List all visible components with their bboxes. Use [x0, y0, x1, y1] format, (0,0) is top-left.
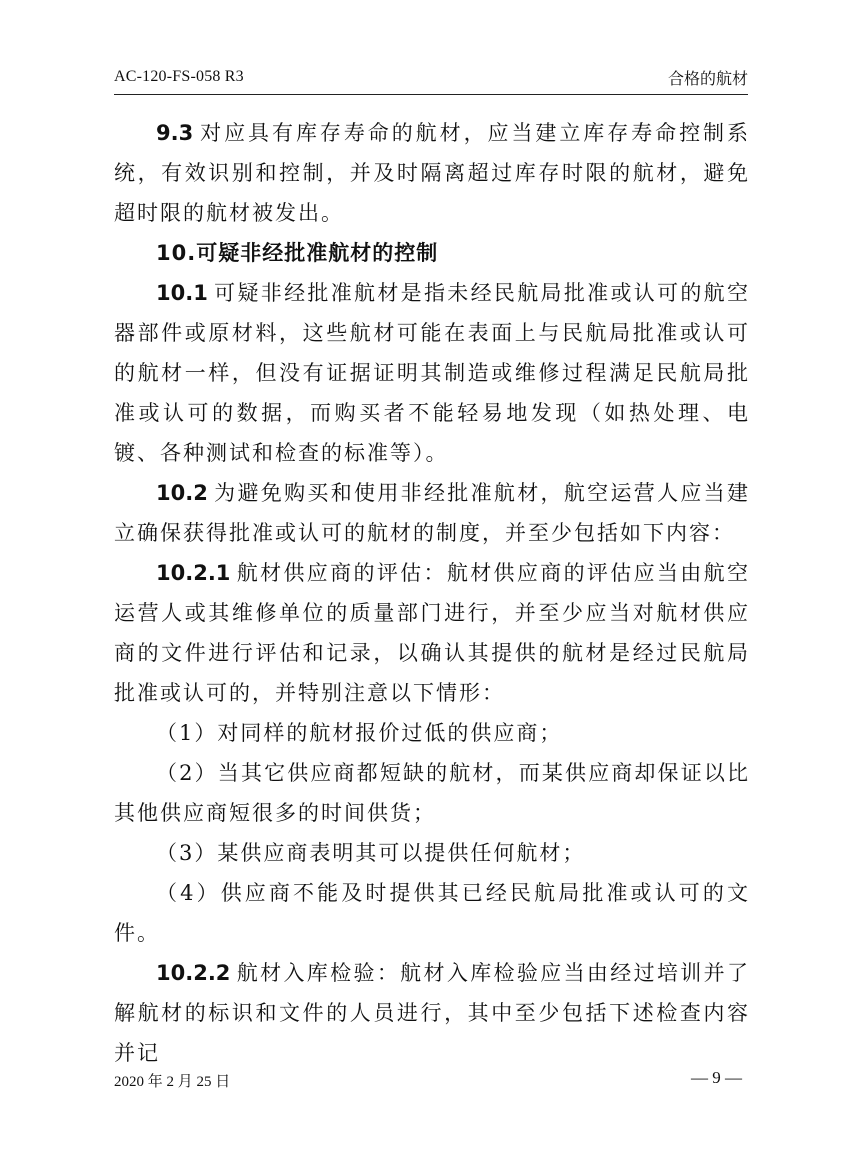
document-body	[114, 113, 750, 1073]
list-item-4	[114, 873, 750, 953]
heading-text: 10.可疑非经批准航材的控制	[156, 241, 439, 265]
list-item-1	[114, 713, 750, 753]
list-item-text: （1）对同样的航材报价过低的供应商；	[156, 721, 563, 745]
paragraph-10-2-1	[114, 553, 750, 713]
clause-number: 10.2.2	[156, 961, 231, 985]
section-title: 合格的航材	[667, 69, 748, 88]
list-item-3	[114, 833, 750, 873]
clause-number: 10.1	[156, 281, 208, 305]
clause-number: 10.2	[156, 481, 208, 505]
paragraph-text: 对应具有库存寿命的航材，应当建立库存寿命控制系统，有效识别和控制，并及时隔离超过库存时限的航材，避免超时限的航材被发出。	[114, 121, 750, 225]
paragraph-text: 为避免购买和使用非经批准航材，航空运营人应当建立确保获得批准或认可的航材的制度，并至少包括如下内容：	[114, 481, 750, 545]
paragraph-9-3	[114, 113, 750, 233]
list-item-text: （4）供应商不能及时提供其已经民航局批准或认可的文件。	[114, 881, 750, 945]
page-header	[114, 62, 748, 95]
list-item-2	[114, 753, 750, 833]
page-number: — 9 —	[691, 1068, 742, 1087]
clause-number: 10.2.1	[156, 561, 231, 585]
paragraph-text: 航材入库检验：航材入库检验应当由经过培训并了解航材的标识和文件的人员进行，其中至少包括下述检查内容并记	[114, 961, 750, 1065]
paragraph-text: 可疑非经批准航材是指未经民航局批准或认可的航空器部件或原材料，这些航材可能在表面上与民航局批准或认可的航材一样，但没有证据证明其制造或维修过程满足民航局批准或认可的数据，而购买者不能轻易地发现（如热处理、电镀、各种测试和检查的标准等）。	[114, 281, 750, 465]
section-heading-10	[114, 233, 750, 273]
document-code: AC-120-FS-058 R3	[114, 68, 244, 85]
paragraph-10-2-2	[114, 953, 750, 1073]
paragraph-10-2	[114, 473, 750, 553]
list-item-text: （2）当其它供应商都短缺的航材，而某供应商却保证以比其他供应商短很多的时间供货；	[114, 761, 750, 825]
list-item-text: （3）某供应商表明其可以提供任何航材；	[156, 841, 586, 865]
paragraph-10-1	[114, 273, 750, 473]
paragraph-text: 航材供应商的评估：航材供应商的评估应当由航空运营人或其维修单位的质量部门进行，并至少应当对航材供应商的文件进行评估和记录，以确认其提供的航材是经过民航局批准或认可的，并特别注意以下情形：	[114, 561, 750, 705]
clause-number: 9.3	[156, 121, 194, 145]
issue-date: 2020 年 2 月 25 日	[114, 1074, 231, 1090]
